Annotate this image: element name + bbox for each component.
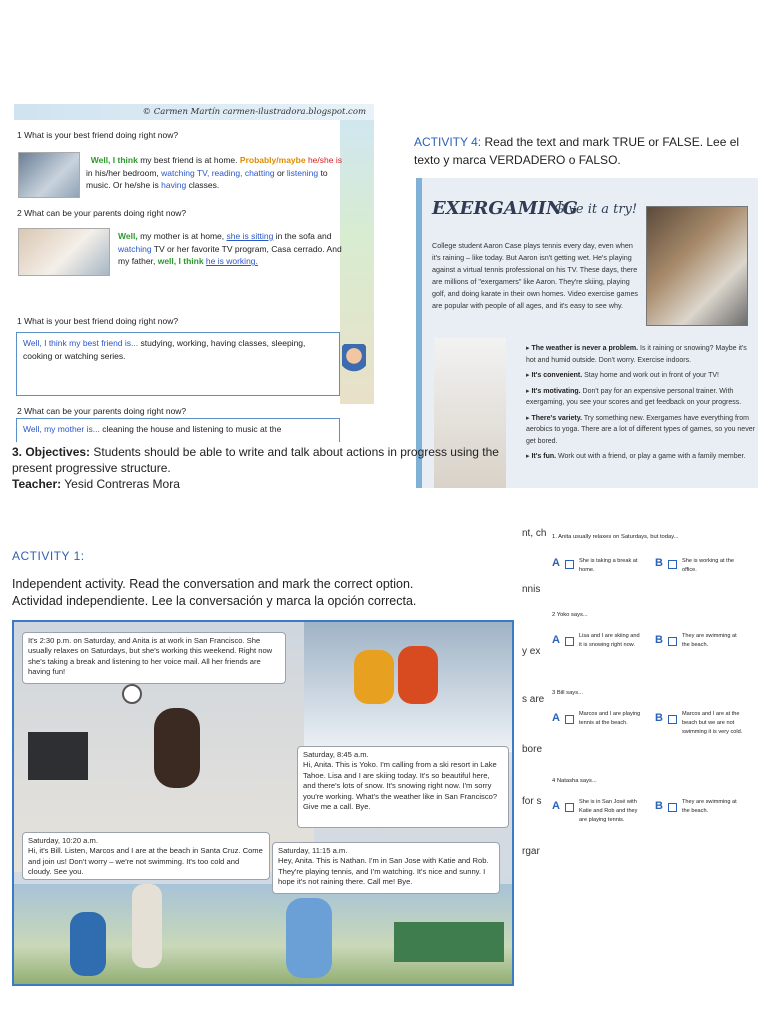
nathan-figure bbox=[286, 898, 332, 978]
option-a-checkbox[interactable] bbox=[565, 637, 574, 646]
comic-illustration bbox=[12, 620, 514, 986]
bill-figure bbox=[70, 912, 106, 976]
text: classes. bbox=[188, 180, 220, 190]
bullet-item: ▸ It's convenient. Stay home and work out in front of your TV! bbox=[526, 372, 719, 379]
option-a-letter: A bbox=[552, 800, 560, 812]
article-intro: College student Aaron Case plays tennis every day, even when it's raining – like today. But Aaron isn't getting wet. He's playing against a virtual tennis professional on his TV. These days, there are millions of "exergamers" like Aaron. They're skiing, playing golf, and doing karate in their own homes. Video exercise games are popular with people of all ages, and it's easy to see why. bbox=[432, 241, 639, 310]
word-chatting: chatting bbox=[244, 167, 275, 178]
option-a-text: Marcos and I are playing tennis at the beach. bbox=[579, 711, 641, 726]
option-a-text: Lisa and I are skiing and it is snowing right now. bbox=[579, 633, 640, 648]
option-b-checkbox[interactable] bbox=[668, 715, 677, 724]
option-question: 4 Natasha says... bbox=[552, 778, 597, 784]
skier-lisa bbox=[398, 646, 438, 704]
edge-fragment: bore bbox=[522, 744, 543, 755]
article-title: EXERGAMING bbox=[432, 198, 578, 219]
bullet-item: ▸ It's motivating. Don't pay for an expensive personal trainer. With exergaming, you see your scores and get feedback on your progress. bbox=[526, 387, 742, 406]
edge-fragment: nt, ch bbox=[522, 528, 547, 539]
question-2: 2 What can be your parents doing right now? bbox=[17, 208, 187, 218]
answer-paragraph-1 bbox=[86, 154, 344, 192]
option-a-letter: A bbox=[552, 634, 560, 646]
computer-monitor bbox=[28, 732, 88, 780]
anita-figure bbox=[154, 708, 200, 788]
option-question: 3 Bill says... bbox=[552, 690, 583, 696]
answer-lead: Well, I think my best friend is... bbox=[23, 338, 139, 348]
answer-box-2 bbox=[16, 418, 340, 442]
voicemail-yoko: Saturday, 8:45 a.m. Hi, Anita. This is Yoko. I'm calling from a ski resort in Lake Tahoe. Lisa and I are skiing today. It's so beautiful here, and there's lots of snow. It's snowing right now. I'm sorry you're working. What's the weather like in San Francisco? Give me a call. Bye. bbox=[297, 746, 509, 828]
question-1-repeat: 1 What is your best friend doing right now? bbox=[17, 316, 179, 326]
word-listening: listening bbox=[286, 167, 319, 178]
text: in his/her bedroom, bbox=[86, 167, 159, 178]
activity-4-label: ACTIVITY 4: bbox=[414, 135, 482, 149]
objectives-block bbox=[12, 444, 512, 492]
voicemail-nathan: Saturday, 11:15 a.m. Hey, Anita. This is Nathan. I'm in San Jose with Katie and Rob. They're playing tennis, and I'm watching. It's nice and sunny. I hope it's not raining there. Call me! Bye. bbox=[272, 842, 500, 894]
word-i-think: I think bbox=[112, 155, 138, 165]
answer-lead: Well, my mother is... bbox=[23, 424, 100, 434]
option-a-checkbox[interactable] bbox=[565, 803, 574, 812]
exergaming-article bbox=[416, 178, 758, 488]
option-a-letter: A bbox=[552, 557, 560, 569]
teacher-name: Yesid Contreras Mora bbox=[64, 477, 180, 491]
worksheet-panel bbox=[14, 104, 374, 442]
answer-paragraph-2 bbox=[118, 230, 344, 268]
word-watching: watching TV, bbox=[161, 167, 210, 178]
text: my mother is at home, bbox=[140, 231, 225, 241]
word-probably: Probably/maybe bbox=[239, 155, 306, 165]
option-b-letter: B bbox=[655, 712, 663, 724]
activity-1-title: ACTIVITY 1: bbox=[12, 549, 85, 563]
option-b-checkbox[interactable] bbox=[668, 637, 677, 646]
photo-bedroom bbox=[18, 152, 80, 198]
text: TV or her favorite TV program, Casa bbox=[153, 243, 292, 254]
answer-text: studying, working, having classes, sleeping, bbox=[140, 338, 306, 348]
photo-living-room bbox=[18, 228, 110, 276]
word-watching: watching bbox=[118, 243, 152, 254]
option-b-checkbox[interactable] bbox=[668, 803, 677, 812]
answer-options-panel bbox=[546, 530, 762, 860]
option-b-letter: B bbox=[655, 634, 663, 646]
option-a-text: She is in San José with Katie and Rob and they are playing tennis. bbox=[579, 799, 638, 823]
bullet-item: ▸ There's variety. Try something new. Exergames have everything from aerobics to yoga. There are a lot of different types of games, so you never get bored. bbox=[526, 414, 755, 445]
text: to music. Or he/she is bbox=[86, 167, 328, 190]
instruction-english: Independent activity. Read the conversation and mark the correct option. bbox=[12, 577, 414, 591]
activity-4-title bbox=[414, 133, 764, 169]
edge-fragment: for s bbox=[522, 796, 542, 807]
option-b-checkbox[interactable] bbox=[668, 560, 677, 569]
word-well: Well, bbox=[118, 231, 138, 241]
answer-text: cleaning the house and listening to music at the bbox=[102, 424, 282, 434]
bullet-item: ▸ It's fun. Work out with a friend, or play a game with a family member. bbox=[526, 453, 746, 460]
voicemail-bill: Saturday, 10:20 a.m. Hi, it's Bill. Listen, Marcos and I are at the beach in Santa Cruz. Come and join us! Don't worry – we're not swimming. It's too cold and cloudy. See you. bbox=[22, 832, 270, 880]
option-a-checkbox[interactable] bbox=[565, 715, 574, 724]
photo-exergamer bbox=[646, 206, 748, 326]
option-b-text: They are swimming at the beach. bbox=[682, 799, 737, 814]
text: cerrado. And my father, bbox=[118, 243, 342, 266]
edge-fragment: rgar bbox=[522, 846, 540, 857]
article-tagline: Give it a try! bbox=[554, 202, 638, 217]
objectives-label: 3. Objectives: bbox=[12, 445, 91, 459]
option-b-letter: B bbox=[655, 800, 663, 812]
word-reading: reading, bbox=[211, 167, 243, 178]
option-a-checkbox[interactable] bbox=[565, 560, 574, 569]
word-well: Well, bbox=[90, 155, 111, 165]
option-question: 1. Anita usually relaxes on Saturdays, but today... bbox=[552, 534, 679, 540]
option-question: 2 Yoko says... bbox=[552, 612, 588, 618]
text: in the sofa bbox=[275, 231, 315, 241]
option-a-text: She is taking a break at home. bbox=[579, 558, 638, 573]
activity-1-instructions bbox=[12, 576, 512, 610]
option-b-text: They are swimming at the beach. bbox=[682, 633, 737, 648]
marcos-figure bbox=[132, 884, 162, 968]
text: and bbox=[317, 231, 332, 241]
word-sitting: she is sitting bbox=[226, 231, 274, 241]
article-bullets bbox=[526, 343, 756, 467]
clock-icon bbox=[122, 684, 142, 704]
intro-caption: It's 2:30 p.m. on Saturday, and Anita is at work in San Francisco. She usually relaxes on Saturdays, but she's working this weekend. Right now she's taking a break and listening to her voice mail. All her friends are having fun! bbox=[22, 632, 286, 684]
bullet-item: ▸ The weather is never a problem. Is it raining or snowing? Maybe it's hot and humid outside. Don't worry. Exercise indoors. bbox=[526, 345, 747, 364]
skier-yoko bbox=[354, 650, 394, 704]
question-2-repeat: 2 What can be your parents doing right now? bbox=[17, 406, 187, 416]
word-working: he is working. bbox=[205, 256, 258, 266]
objectives-text: Students should be able to write and talk about actions in progress using the present progressive structure. bbox=[12, 445, 499, 475]
option-b-text: She is working at the office. bbox=[682, 558, 734, 573]
word-well: well, bbox=[157, 256, 177, 266]
text: or bbox=[276, 167, 285, 178]
answer-text: cooking or watching series. bbox=[23, 350, 126, 361]
teacher-label: Teacher: bbox=[12, 477, 62, 491]
word-i-think: I think bbox=[178, 256, 204, 266]
option-b-letter: B bbox=[655, 557, 663, 569]
answer-box-1 bbox=[16, 332, 340, 396]
option-b-text: Marcos and I are at the beach but we are not swimming it is very cold. bbox=[682, 711, 743, 735]
option-a-letter: A bbox=[552, 712, 560, 724]
instruction-spanish: Actividad independiente. Lee la conversación y marca la opción correcta. bbox=[12, 594, 417, 608]
tennis-court bbox=[394, 922, 504, 962]
activity-4-instruction: Read the text and mark TRUE or FALSE. Lee el texto y marca VERDADERO o FALSO. bbox=[414, 135, 740, 167]
credit-line: © Carmen Martín carmen-ilustradora.blogspot.com bbox=[14, 104, 374, 120]
edge-fragment: s are bbox=[522, 694, 545, 705]
edge-fragment: nnis bbox=[522, 584, 541, 595]
text: my best friend is at home. bbox=[140, 155, 238, 165]
question-1: 1 What is your best friend doing right now? bbox=[17, 130, 179, 140]
edge-fragment: y ex bbox=[522, 646, 541, 657]
word-he-she-is: he/she is bbox=[307, 155, 342, 165]
word-having: having bbox=[161, 180, 187, 190]
cartoon-boy bbox=[342, 344, 366, 378]
